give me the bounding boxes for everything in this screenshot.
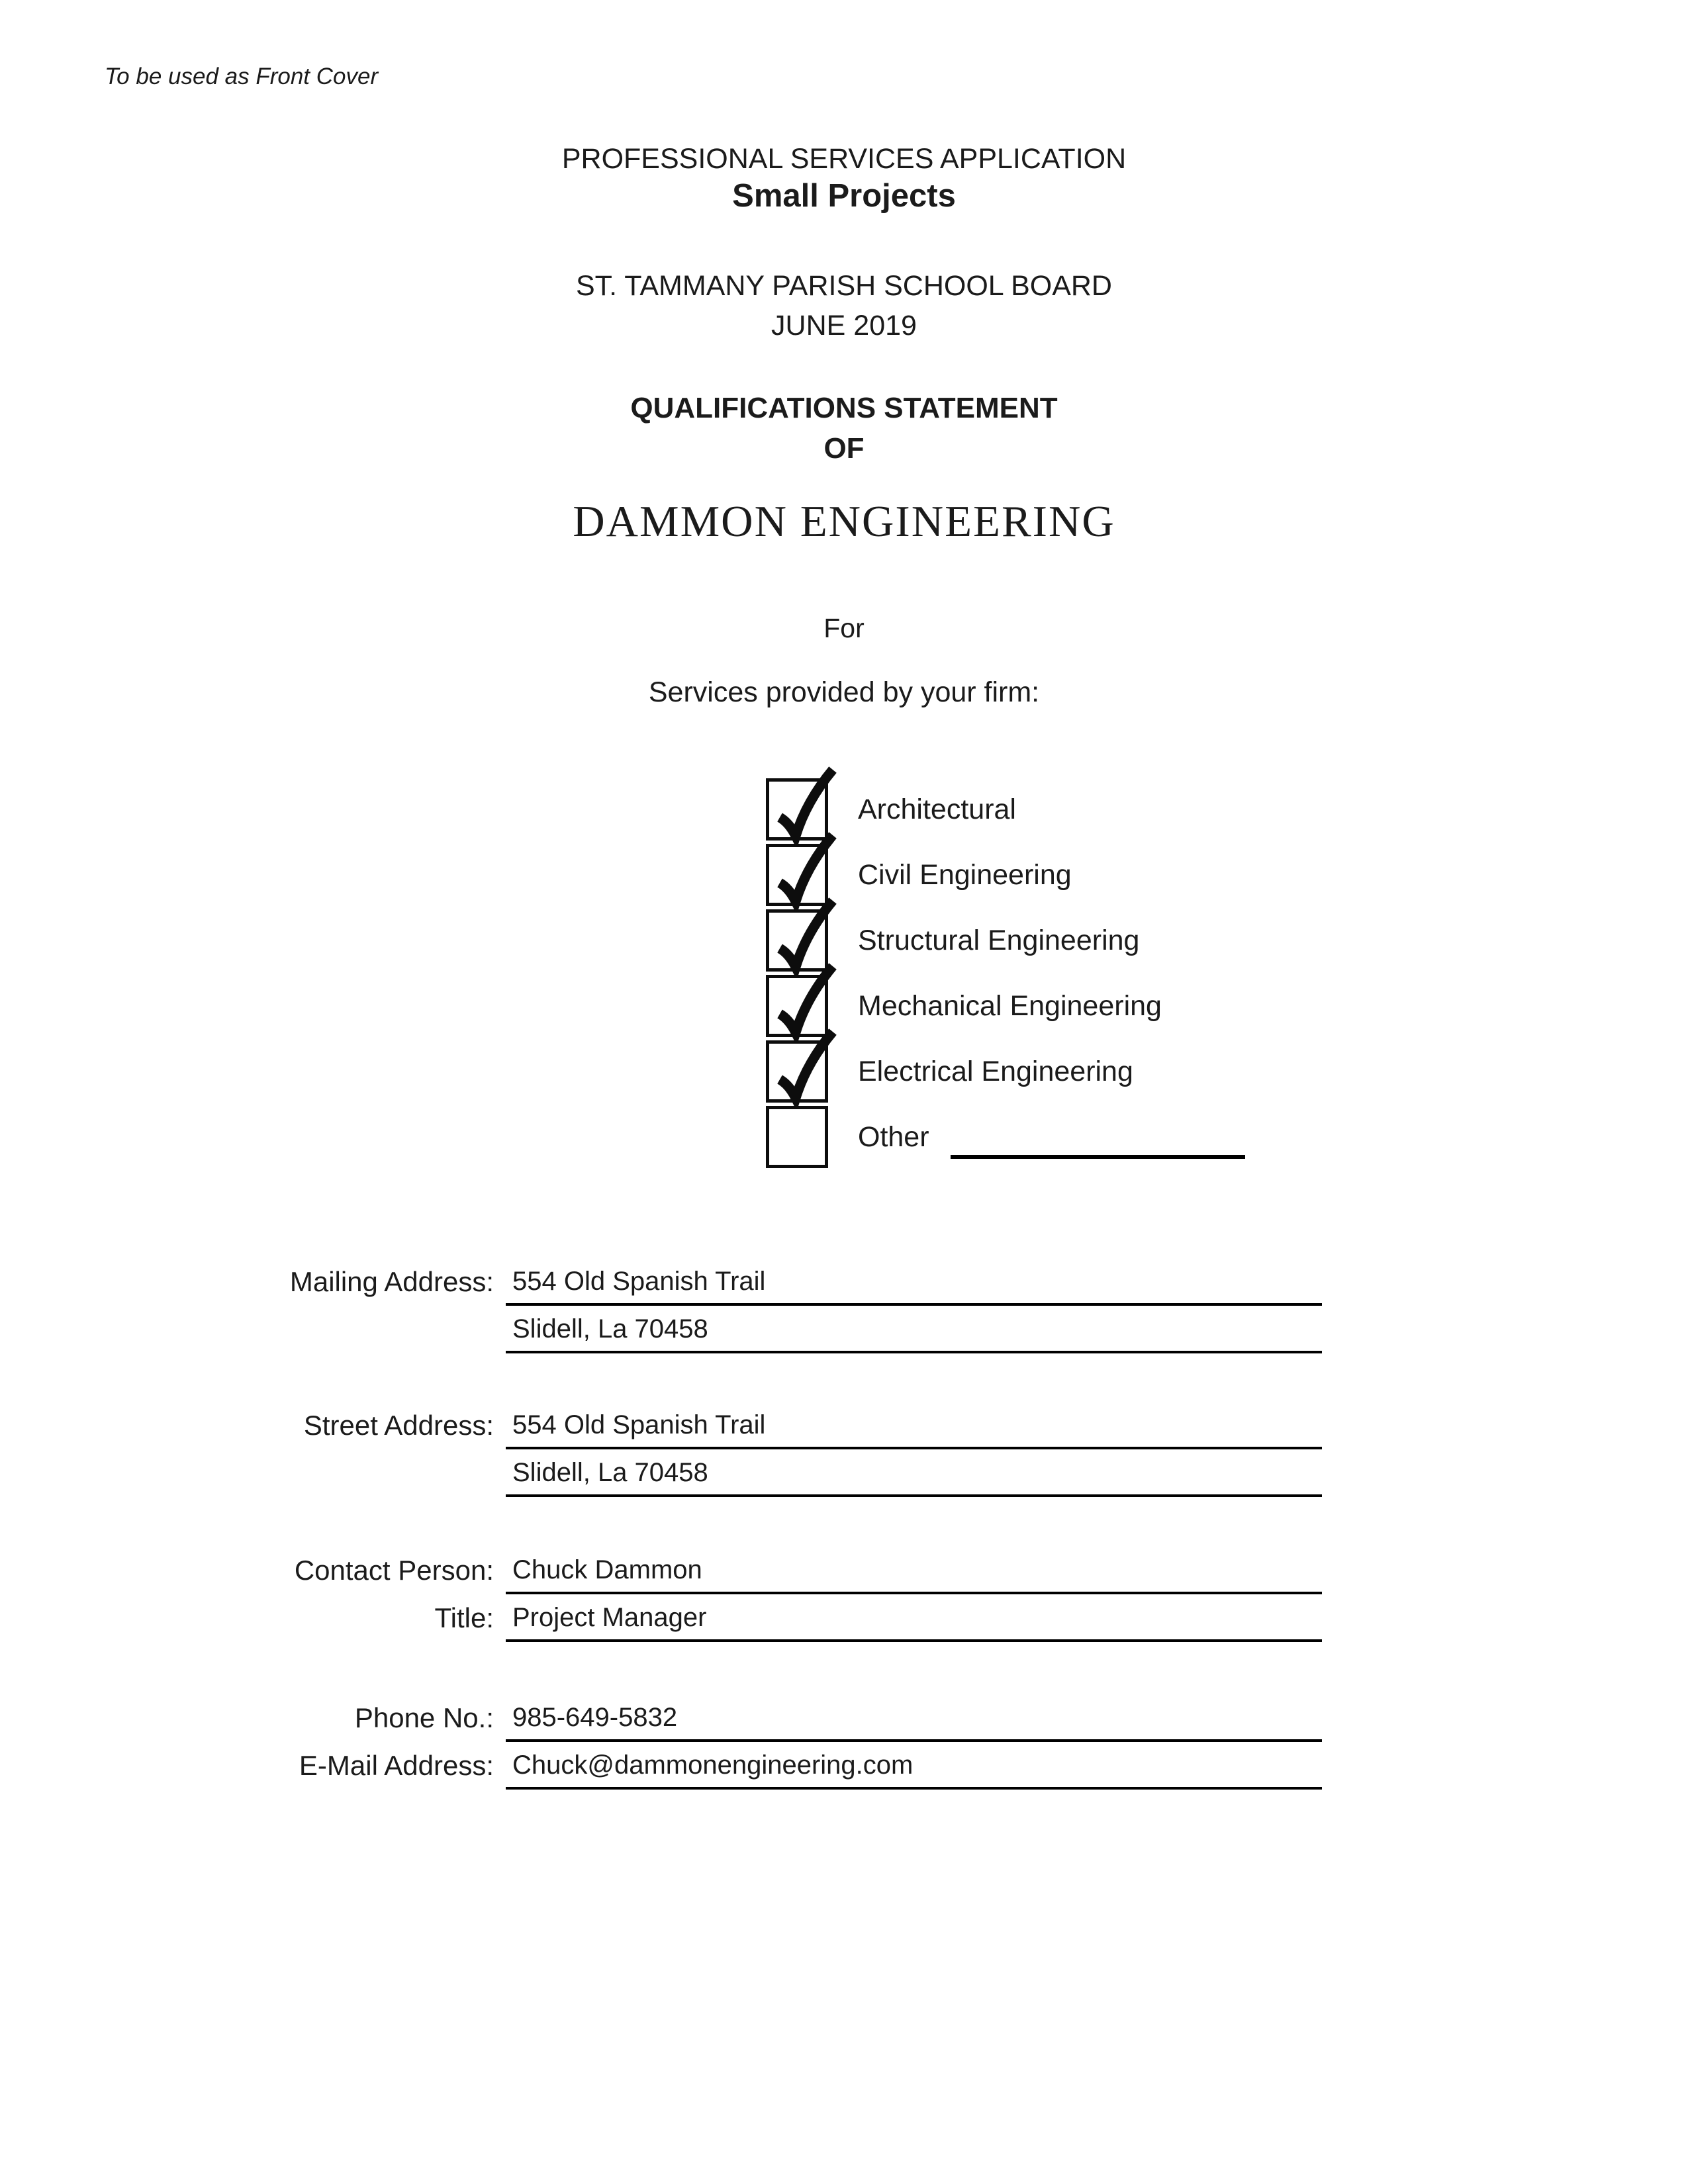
phone-email-fields — [123, 1694, 1322, 1790]
field-value: Chuck Dammon — [506, 1555, 1322, 1594]
mailing-address-row-1 — [123, 1258, 1322, 1306]
field-value: Project Manager — [506, 1603, 1322, 1642]
field-label-blank — [123, 1489, 494, 1497]
field-value: Slidell, La 70458 — [506, 1314, 1322, 1353]
field-value: 985-649-5832 — [506, 1703, 1322, 1742]
document-title: PROFESSIONAL SERVICES APPLICATION — [561, 143, 1127, 175]
services-checklist — [766, 778, 1245, 1171]
email-row — [123, 1742, 1322, 1790]
field-value: 554 Old Spanish Trail — [506, 1410, 1322, 1449]
field-label: Contact Person: — [294, 1555, 494, 1586]
title-row — [123, 1594, 1322, 1642]
contact-person-row — [123, 1547, 1322, 1594]
field-label: Title: — [434, 1602, 494, 1633]
field-value: 554 Old Spanish Trail — [506, 1267, 1322, 1306]
field-label: Street Address: — [303, 1410, 494, 1441]
of-heading: OF — [823, 432, 865, 465]
checkbox-other — [766, 1106, 828, 1168]
service-label: Electrical Engineering — [858, 1055, 1133, 1087]
service-label: Structural Engineering — [858, 924, 1140, 956]
service-row-other — [766, 1106, 1245, 1168]
issue-date: JUNE 2019 — [771, 310, 917, 341]
service-label: Mechanical Engineering — [858, 989, 1162, 1022]
services-prompt: Services provided by your firm: — [648, 676, 1040, 708]
checkbox-electrical-engineering — [766, 1040, 828, 1103]
field-value: Chuck@dammonengineering.com — [506, 1751, 1322, 1790]
firm-name: DAMMON ENGINEERING — [573, 497, 1115, 546]
organization-name: ST. TAMMANY PARISH SCHOOL BOARD — [576, 270, 1112, 302]
field-label: Mailing Address: — [289, 1266, 494, 1297]
mailing-address-row-2 — [123, 1306, 1322, 1353]
street-address-row-1 — [123, 1402, 1322, 1449]
service-label: Civil Engineering — [858, 858, 1072, 891]
document-subtitle: Small Projects — [732, 178, 956, 214]
qualifications-heading: QUALIFICATIONS STATEMENT — [630, 392, 1058, 424]
field-label: Phone No.: — [354, 1702, 494, 1733]
for-label: For — [823, 613, 865, 643]
street-address-row-2 — [123, 1449, 1322, 1497]
phone-row — [123, 1694, 1322, 1742]
contact-fields — [123, 1547, 1322, 1642]
mailing-address-field — [123, 1258, 1322, 1353]
field-value: Slidell, La 70458 — [506, 1458, 1322, 1497]
service-row-electrical — [766, 1040, 1245, 1103]
other-blank-line — [951, 1155, 1245, 1159]
checkmark-icon — [769, 1023, 849, 1115]
field-label-blank — [123, 1345, 494, 1353]
front-cover-note: To be used as Front Cover — [105, 64, 379, 89]
street-address-field — [123, 1402, 1322, 1497]
field-label: E-Mail Address: — [299, 1750, 494, 1781]
service-label: Architectural — [858, 793, 1016, 825]
service-label: Other — [858, 1120, 929, 1153]
